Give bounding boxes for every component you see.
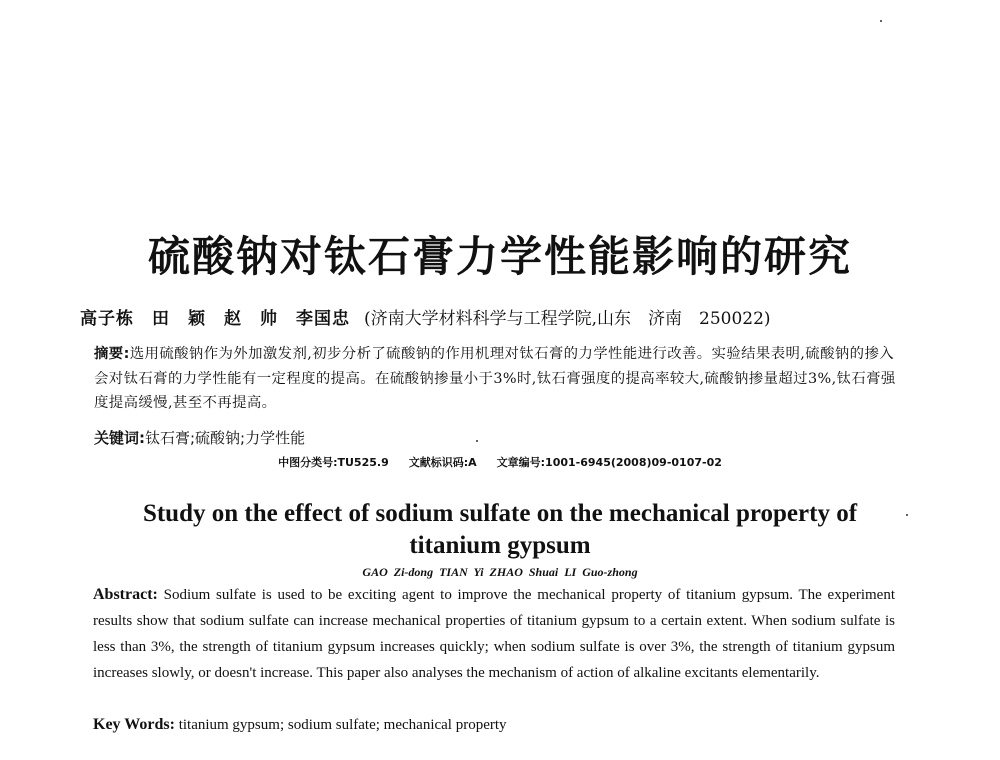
chinese-keywords [94, 427, 902, 449]
document-code: 文献标识码:A [408, 456, 477, 469]
chinese-author-line [80, 304, 920, 329]
classification-line [0, 454, 1000, 470]
english-abstract-label: Abstract: [93, 586, 158, 603]
english-abstract-text: Sodium sulfate is used to be exciting agent to improve the mechanical property of titanium gypsum. The experiment results show that sodium sulfate can increase mechanical properties of titanium gypsum to a certain extent. When sodium sulfate is less than 3%, the strength of titanium gypsum increases quickly; when sodium sulfate is over 3%, the strength of titanium gypsum increases slowly, or doesn't increase. This paper also analyses the mechanism of action of alkaline excitants elementarily. [93, 587, 896, 681]
scan-speck [906, 514, 908, 516]
chinese-keywords-text: 钛石膏;硫酸钠;力学性能 [145, 429, 306, 447]
english-keywords-text: titanium gypsum; sodium sulfate; mechanical property [178, 717, 507, 733]
chinese-abstract-text: 选用硫酸钠作为外加激发剂,初步分析了硫酸钠的作用机理对钛石膏的力学性能进行改善。实验结果表明,硫酸钠的掺入会对钛石膏的力学性能有一定程度的提高。在硫酸钠掺量小于3%时,钛石膏强度的提高率较大,硫酸钠掺量超过3%,钛石膏强度提高缓慢,甚至不再提高。 [94, 346, 896, 411]
chinese-abstract [94, 342, 902, 416]
english-keywords-label: Key Words: [93, 716, 175, 733]
chinese-affiliation: (济南大学材料科学与工程学院,山东 济南 250022) [364, 309, 771, 329]
english-title: Study on the effect of sodium sulfate on the mechanical property of titanium gypsum [142, 500, 858, 559]
chinese-authors: 高子栋 田 颖 赵 帅 李国忠 [80, 309, 350, 329]
english-authors: GAO Zi-dong TIAN Yi ZHAO Shuai LI Guo-zhong [362, 565, 638, 579]
chinese-keywords-label: 关键词: [94, 429, 145, 447]
scan-speck [880, 20, 882, 22]
english-keywords [93, 712, 895, 738]
clc-number: 中图分类号:TU525.9 [278, 456, 389, 469]
english-abstract [93, 582, 895, 686]
chinese-abstract-label: 摘要: [94, 346, 130, 362]
article-number: 文章编号:1001-6945(2008)09-0107-02 [496, 456, 722, 469]
chinese-title: 硫酸钠对钛石膏力学性能影响的研究 [147, 232, 852, 281]
